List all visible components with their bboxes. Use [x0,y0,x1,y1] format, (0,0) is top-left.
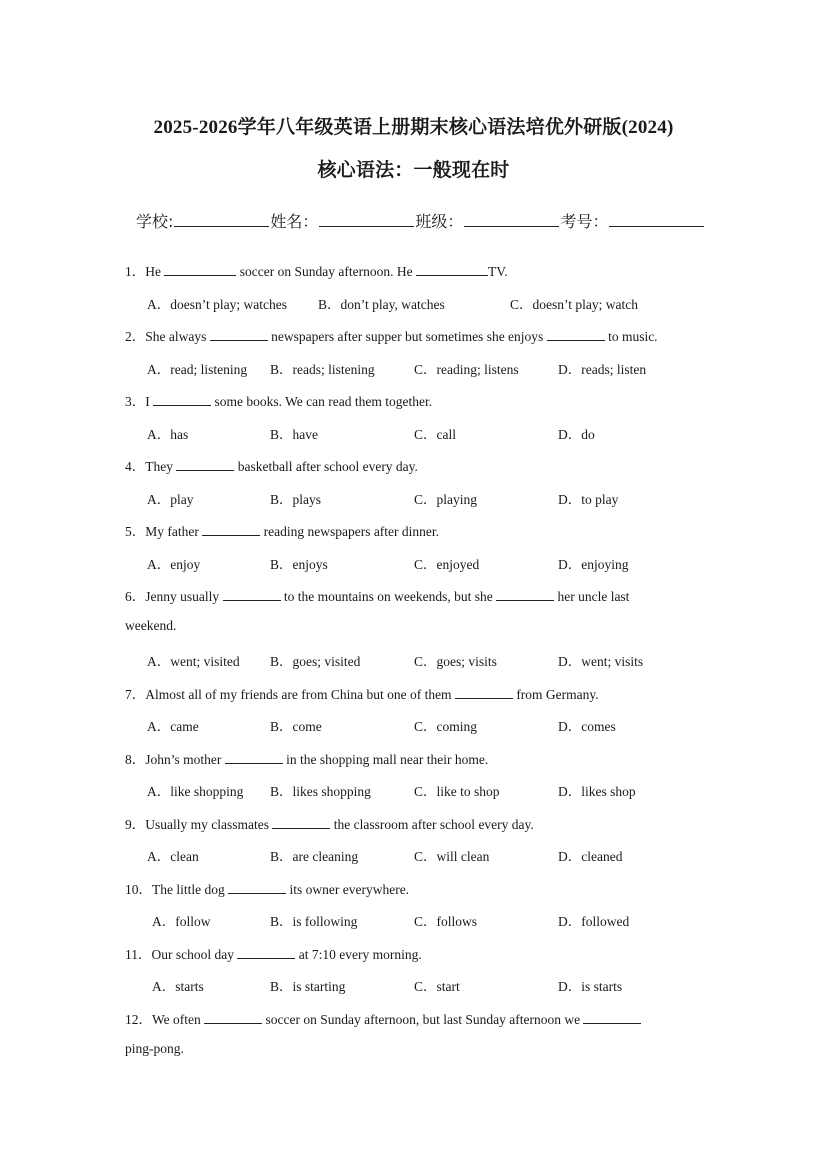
option[interactable]: A．starts [152,979,204,994]
school-label: 学校: [136,212,174,231]
option[interactable]: B．is following [270,914,358,929]
option[interactable]: D．comes [558,719,616,734]
answer-blank[interactable] [164,264,236,276]
question-12-continuation: ping-pong. [125,1041,184,1056]
question-10: 10．The little dog its owner everywhere. [125,882,410,897]
option[interactable]: D．followed [558,914,630,929]
option[interactable]: D．to play [558,492,619,507]
question-1: 1．He soccer on Sunday afternoon. He TV. [125,264,508,279]
option[interactable]: A．has [147,427,189,442]
option[interactable]: C．goes; visits [414,654,497,669]
document-subtitle: 核心语法：一般现在时 [317,160,510,181]
question-3: 3．I some books. We can read them together. [125,394,433,409]
answer-blank[interactable] [204,1012,262,1024]
answer-blank[interactable] [223,589,281,601]
option[interactable]: D．enjoying [558,557,629,572]
answer-blank[interactable] [228,882,286,894]
option[interactable]: A．clean [147,849,199,864]
option[interactable]: D．went; visits [558,654,644,669]
option[interactable]: B．enjoys [270,557,328,572]
answer-blank[interactable] [153,394,211,406]
option[interactable]: A．enjoy [147,557,201,572]
option[interactable]: C．follows [414,914,478,929]
option[interactable]: A．doesn’t play; watches [147,297,287,312]
option[interactable]: B．come [270,719,322,734]
option[interactable]: C．doesn’t play; watch [510,297,638,312]
answer-blank[interactable] [272,817,330,829]
answer-blank[interactable] [547,329,605,341]
option[interactable]: C．call [414,427,456,442]
question-6-continuation: weekend. [125,618,177,633]
question-2: 2．She always newspapers after supper but sometimes she enjoys to music. [125,329,658,344]
answer-blank[interactable] [210,329,268,341]
option[interactable]: A．follow [152,914,211,929]
class-label: 班级： [415,212,464,231]
option[interactable]: C．enjoyed [414,557,480,572]
answer-blank[interactable] [202,524,260,536]
answer-blank[interactable] [583,1012,641,1024]
question-5: 5．My father reading newspapers after dinner. [125,524,440,539]
option[interactable]: D．cleaned [558,849,623,864]
answer-blank[interactable] [496,589,554,601]
option[interactable]: C．start [414,979,460,994]
option[interactable]: B．plays [270,492,322,507]
option[interactable]: B．have [270,427,318,442]
id-blank[interactable] [609,212,704,227]
option[interactable]: D．do [558,427,595,442]
option[interactable]: A．read; listening [147,362,248,377]
option[interactable]: B．don’t play, watches [318,297,445,312]
option[interactable]: C．reading; listens [414,362,519,377]
question-6: 6．Jenny usually to the mountains on weekends, but she her uncle last [125,589,630,604]
option[interactable]: B．goes; visited [270,654,361,669]
question-7: 7．Almost all of my friends are from China but one of them from Germany. [125,687,599,702]
option[interactable]: C．will clean [414,849,490,864]
answer-blank[interactable] [176,459,234,471]
question-11: 11．Our school day at 7:10 every morning. [125,947,422,962]
option[interactable]: B．likes shopping [270,784,371,799]
answer-blank[interactable] [455,687,513,699]
id-label: 考号： [560,212,609,231]
option[interactable]: B．is starting [270,979,346,994]
option[interactable]: A．came [147,719,199,734]
question-4: 4．They basketball after school every day. [125,459,418,474]
option[interactable]: A．like shopping [147,784,244,799]
option[interactable]: B．are cleaning [270,849,359,864]
option[interactable]: D．is starts [558,979,623,994]
option[interactable]: C．like to shop [414,784,500,799]
option[interactable]: A．went; visited [147,654,240,669]
question-8: 8．John’s mother in the shopping mall near their home. [125,752,489,767]
question-12: 12．We often soccer on Sunday afternoon, but last Sunday afternoon we [125,1008,641,1028]
option[interactable]: B．reads; listening [270,362,375,377]
document-title: 2025-2026学年八年级英语上册期末核心语法培优外研版(2024) [153,117,674,138]
option[interactable]: C．playing [414,492,477,507]
answer-blank[interactable] [237,947,295,959]
option[interactable]: D．likes shop [558,784,636,799]
name-label: 姓名： [270,212,319,231]
school-blank[interactable] [174,212,269,227]
option[interactable]: C．coming [414,719,477,734]
answer-blank[interactable] [225,752,283,764]
name-blank[interactable] [319,212,414,227]
class-blank[interactable] [464,212,559,227]
question-9: 9．Usually my classmates the classroom after school every day. [125,817,534,832]
answer-blank[interactable] [416,264,488,276]
student-info-line [136,209,705,232]
option[interactable]: D．reads; listen [558,362,647,377]
option[interactable]: A．play [147,492,194,507]
